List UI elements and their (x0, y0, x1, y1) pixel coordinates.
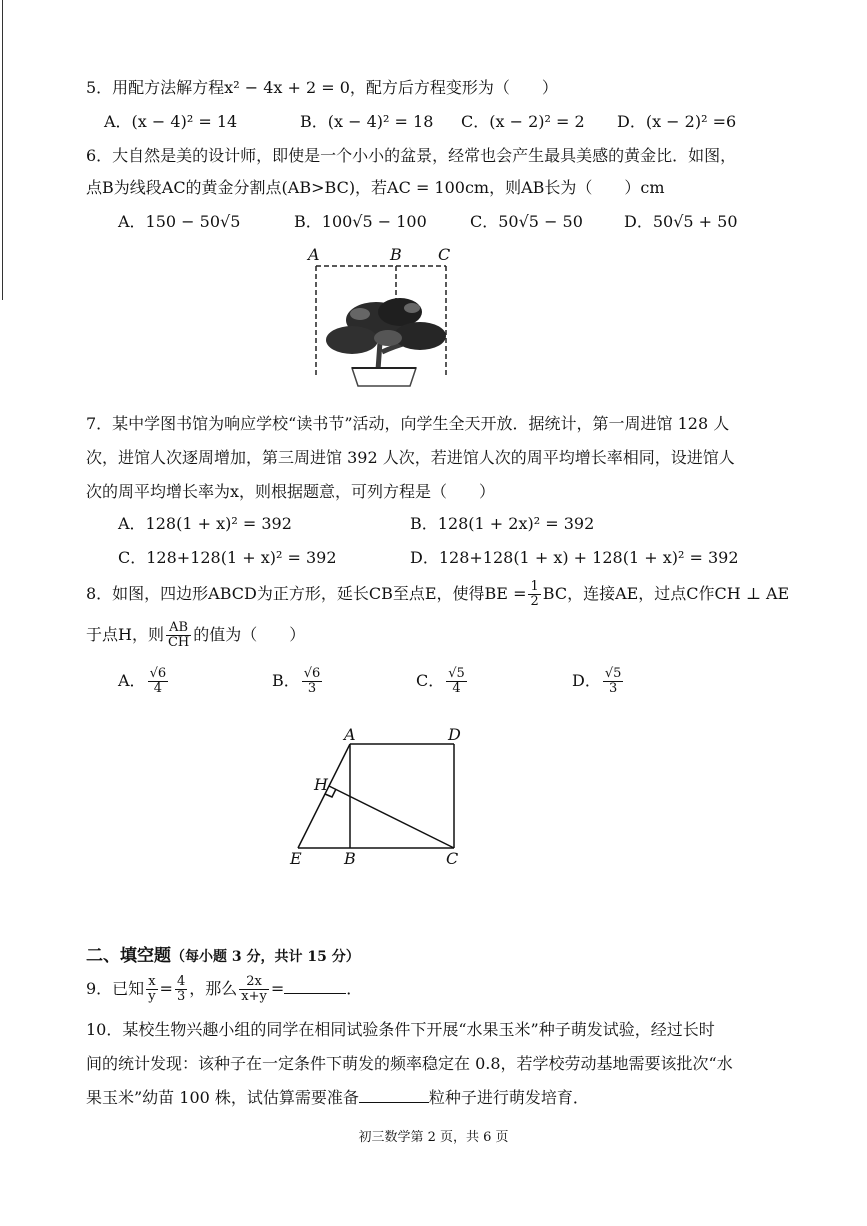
q10-line-3 (86, 1088, 589, 1108)
q8-option-d-num: √5 (604, 666, 622, 681)
q8-option-d-fraction (603, 667, 624, 696)
q6-line-2: 点B为线段AC的黄金分割点(AB>BC)，若AC = 100cm，则AB长为（ ）cm (86, 178, 665, 197)
q8-line-1-end: BC，连接AE，过点C作CH ⊥ AE (542, 584, 790, 603)
scan-edge-line (2, 0, 3, 300)
q5-option-d: D．(x − 2)² =6 (617, 112, 737, 131)
q5-option-a: A．(x − 4)² = 14 (104, 112, 238, 131)
q8-option-a-fraction (148, 667, 169, 696)
q7-option-d: D．128+128(1 + x) + 128(1 + x)² = 392 (410, 548, 739, 567)
q8-option-d (572, 666, 625, 696)
q9-end: ． (346, 979, 363, 998)
q9-fraction-43 (175, 975, 187, 1004)
q10-line-2: 间的统计发现：该种子在一定条件下萌发的频率稳定在 0.8，若学校劳动基地需要该批次“水 (86, 1054, 733, 1073)
q9-f2-num: 4 (176, 974, 186, 989)
q5-stem: 5．用配方法解方程x² − 4x + 2 = 0，配方后方程变形为（ ） (86, 78, 558, 97)
q8-option-c-letter: C． (416, 671, 445, 690)
q7-option-c: C．128+128(1 + x)² = 392 (118, 548, 337, 567)
q8-ratio-num: AB (166, 621, 191, 636)
q9-prefix: 9．已知 (86, 979, 145, 998)
q8-option-b (272, 666, 324, 696)
q8-option-b-num: √6 (303, 666, 321, 681)
q8-label-e: E (290, 849, 302, 868)
q9-fraction-xy (146, 975, 157, 1004)
q8-option-b-fraction (302, 667, 323, 696)
q9-tail-equals: = (270, 979, 285, 998)
q8-be-den: 2 (530, 594, 539, 609)
q8-lines (298, 744, 454, 848)
q8-label-a: A (344, 725, 356, 744)
q9-f2-den: 3 (176, 989, 186, 1004)
q10-line-3-end: 粒种子进行萌发培育． (428, 1088, 589, 1107)
q7-option-a: A．128(1 + x)² = 392 (118, 514, 292, 533)
q8-line-2 (86, 620, 305, 650)
q9-f3-den: x+y (241, 989, 267, 1004)
q8-ratio-fraction (166, 621, 191, 650)
q6-option-d: D．50√5 + 50 (624, 212, 738, 231)
q8-option-d-letter: D． (572, 671, 601, 690)
q8-option-a-den: 4 (153, 681, 162, 696)
q10-line-1: 10．某校生物兴趣小组的同学在相同试验条件下开展“水果玉米”种子萌发试验，经过长时 (86, 1020, 715, 1039)
q8-geometry-figure (280, 724, 480, 870)
q8-line-1 (86, 580, 789, 609)
q10-line-3-start: 果玉米”幼苗 100 株，试估算需要准备 (86, 1088, 359, 1107)
q8-option-c (416, 666, 469, 696)
q6-option-b: B．100√5 − 100 (294, 212, 427, 231)
section-2-note: （每小题 3 分，共计 15 分） (171, 949, 360, 965)
q6-label-a: A (308, 245, 320, 264)
page-footer: 初三数学第 2 页，共 6 页 (358, 1130, 509, 1145)
q6-label-c: C (438, 245, 451, 264)
q8-option-a (118, 666, 170, 696)
q8-be-fraction (528, 580, 540, 609)
q5-option-b: B．(x − 4)² = 18 (300, 112, 434, 131)
q8-be-num: 1 (530, 579, 539, 594)
q9-f1-den: y (148, 989, 156, 1004)
q8-option-d-den: 3 (608, 681, 618, 696)
q8-line-2-end: 的值为（ ） (193, 625, 306, 644)
bonsai-tree-image (326, 298, 446, 386)
q9-equals: = (159, 979, 173, 998)
q8-option-a-letter: A． (118, 671, 146, 690)
q9-answer-blank[interactable] (284, 979, 346, 994)
q8-label-h: H (314, 775, 328, 794)
q8-label-b: B (344, 849, 356, 868)
q6-option-c: C．50√5 − 50 (470, 212, 583, 231)
q8-option-c-fraction (446, 667, 467, 696)
q9-fraction-target (239, 975, 269, 1004)
q7-line-3: 次的周平均增长率为x，则根据题意，可列方程是（ ） (86, 482, 496, 501)
q8-ratio-den: CH (167, 635, 190, 650)
q9-mid: ，那么 (189, 979, 238, 998)
section-2-title: 二、填空题 (86, 946, 171, 966)
q8-option-b-den: 3 (307, 681, 317, 696)
q6-option-a: A．150 − 50√5 (118, 212, 241, 231)
q8-line-2-start: 于点H，则 (86, 625, 164, 644)
q7-line-1: 7．某中学图书馆为响应学校“读书节”活动，向学生全天开放．据统计，第一周进馆 128 人 (86, 414, 730, 433)
q9-f3-num: 2x (239, 975, 269, 990)
q6-bonsai-figure (300, 242, 470, 392)
q9-line (86, 972, 362, 1006)
q9-f1-num: x (146, 975, 157, 990)
q6-label-b: B (390, 245, 402, 264)
q10-answer-blank[interactable] (359, 1088, 429, 1103)
q8-label-c: C (446, 849, 459, 868)
q8-option-a-num: √6 (149, 666, 167, 681)
q5-option-c: C．(x − 2)² = 2 (461, 112, 585, 131)
q6-line-1: 6．大自然是美的设计师，即使是一个小小的盆景，经常也会产生最具美感的黄金比．如图， (86, 146, 737, 165)
section-2-heading (86, 946, 360, 967)
q8-option-c-den: 4 (452, 681, 461, 696)
q8-option-b-letter: B． (272, 671, 300, 690)
q8-option-c-num: √5 (448, 666, 465, 681)
q8-line-1-start: 8．如图，四边形ABCD为正方形，延长CB至点E，使得BE = (86, 584, 527, 603)
q8-label-d: D (448, 725, 461, 744)
q7-option-b: B．128(1 + 2x)² = 392 (410, 514, 595, 533)
q7-line-2: 次，进馆人次逐周增加，第三周进馆 392 人次，若进馆人次的周平均增长率相同，设进馆人 (86, 448, 735, 467)
